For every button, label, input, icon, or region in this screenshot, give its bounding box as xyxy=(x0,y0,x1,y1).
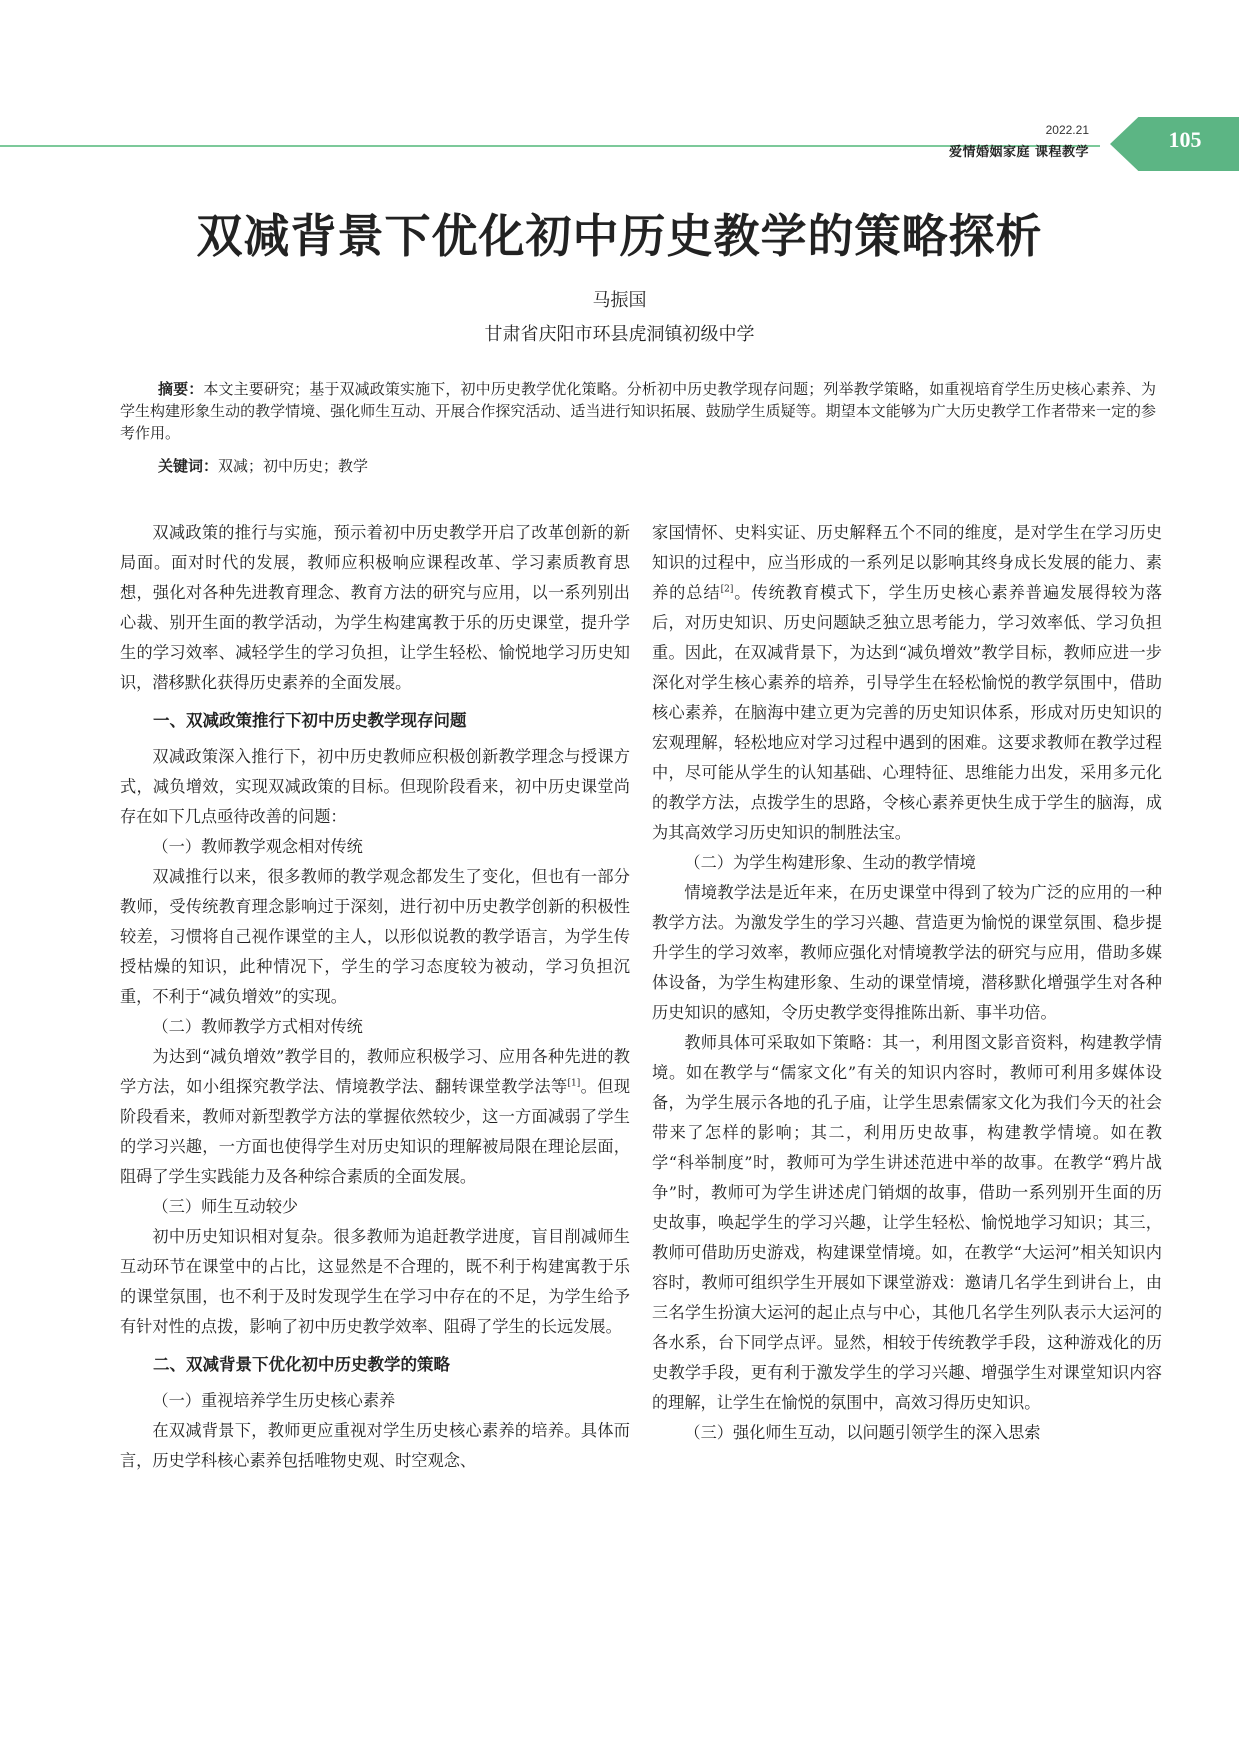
subsection-2-3-title: （三）强化师生互动，以问题引领学生的深入思索 xyxy=(684,1423,1041,1442)
section-heading-1: 一、双减政策推行下初中历史教学现存问题 xyxy=(153,711,467,730)
subsection-1-1-text: 双减推行以来，很多教师的教学观念都发生了变化，但也有一部分教师，受传统教育理念影响过于深刻，进行初中历史教学创新的积极性较差，习惯将自己视作课堂的主人，以形似说教的教学语言，为学生传授枯燥的知识，此种情况下，学生的学习态度较为被动，学习负担沉重，不利于“减负增效”的实现。 xyxy=(120,867,630,1006)
abstract-text: 本文主要研究；基于双减政策实施下，初中历史教学优化策略。分析初中历史教学现存问题；列举教学策略，如重视培育学生历史核心素养、为学生构建形象生动的教学情境、强化师生互动、开展合作探究活动、适当进行知识拓展、鼓励学生质疑等。期望本文能够为广大历史教学工作者带来一定的参考作用。 xyxy=(120,380,1156,442)
subsection-2-1-text-b: 。传统教育模式下，学生历史核心素养普遍发展得较为落后，对历史知识、历史问题缺乏独立思考能力，学习效率低、学习负担重。因此，在双减背景下，为达到“减负增效”教学目标，教师应进一步深化对学生核心素养的培养，引导学生在轻松愉悦的教学氛围中，借助核心素养，在脑海中建立更为完善的历史知识体系，形成对历史知识的宏观理解，轻松地应对学习过程中遇到的困难。这要求教师在教学过程中，尽可能从学生的认知基础、心理特征、思维能力出发，采用多元化的教学方法，点拨学生的思路，令核心素养更快生成于学生的脑海，成为其高效学习历史知识的制胜法宝。 xyxy=(652,583,1163,842)
section-1-paragraph: 双减政策深入推行下，初中历史教师应积极创新教学理念与授课方式，减负增效，实现双减政策的目标。但现阶段看来，初中历史课堂尚存在如下几点亟待改善的问题： xyxy=(120,747,630,826)
intro-paragraph: 双减政策的推行与实施，预示着初中历史教学开启了改革创新的新局面。面对时代的发展，教师应积极响应课程改革、学习素质教育思想，强化对各种先进教育理念、教育方法的研究与应用，以一系列别出心裁、别开生面的教学活动，为学生构建寓教于乐的历史课堂，提升学生的学习效率、减轻学生的学习负担，让学生轻松、愉悦地学习历史知识，潜移默化获得历史素养的全面发展。 xyxy=(120,523,630,692)
article-title: 双减背景下优化初中历史教学的策略探析 xyxy=(196,209,1043,263)
citation-1: [1] xyxy=(567,1078,581,1089)
subsection-1-2-text xyxy=(120,1042,630,1192)
abstract-label: 摘要： xyxy=(158,380,204,398)
subsection-2-2-text-1: 情境教学法是近年来，在历史课堂中得到了较为广泛的应用的一种教学方法。为激发学生的学习兴趣、营造更为愉悦的课堂氛围、稳步提升学生的学习效率，教师应强化对情境教学法的研究与应用，借助多媒体设备，为学生构建形象、生动的课堂情境，潜移默化增强学生对各种历史知识的感知，令历史教学变得推陈出新、事半功倍。 xyxy=(652,883,1162,1022)
subsection-1-3-text: 初中历史知识相对复杂。很多教师为追赶教学进度，盲目削减师生互动环节在课堂中的占比，这显然是不合理的，既不利于构建寓教于乐的课堂氛围，也不利于及时发现学生在学习中存在的不足，为学生给予有针对性的点拨，影响了初中历史教学效率、阻碍了学生的长远发展。 xyxy=(120,1227,630,1336)
journal-name: 爱情婚姻家庭 课程教学 xyxy=(948,145,1089,160)
header-rule xyxy=(0,145,1100,147)
citation-2: [2] xyxy=(720,584,734,595)
subsection-1-3-title: （三）师生互动较少 xyxy=(152,1197,299,1216)
subsection-2-1-text-a: 家国情怀、史料实证、历史解释五个不同的维度，是对学生在学习历史知识的过程中，应当形成的一系列足以影响其终身成长发展的能力、素养的总结 xyxy=(652,523,1162,602)
keywords xyxy=(158,455,368,477)
right-column xyxy=(652,518,1162,1448)
keywords-label: 关键词： xyxy=(158,457,219,475)
subsection-1-2-text-b: 。但现阶段看来，教师对新型教学方法的掌握依然较少，这一方面减弱了学生的学习兴趣，一方面也使得学生对历史知识的理解被局限在理论层面，阻碍了学生实践能力及各种综合素质的全面发展。 xyxy=(120,1077,631,1186)
subsection-2-1-title: （一）重视培养学生历史核心素养 xyxy=(152,1391,396,1410)
subsection-2-1-text-start: 在双减背景下，教师更应重视对学生历史核心素养的培养。具体而言，历史学科核心素养包括唯物史观、时空观念、 xyxy=(120,1421,630,1470)
subsection-1-2-text-a: 为达到“减负增效”教学目的，教师应积极学习、应用各种先进的教学方法，如小组探究教学法、情境教学法、翻转课堂教学法等 xyxy=(120,1047,630,1096)
section-heading-2: 二、双减背景下优化初中历史教学的策略 xyxy=(153,1355,450,1374)
subsection-1-1-title: （一）教师教学观念相对传统 xyxy=(152,837,363,856)
subsection-2-1-text-cont xyxy=(652,518,1162,848)
abstract xyxy=(120,378,1156,444)
author-name: 马振国 xyxy=(592,290,647,311)
subsection-2-2-title: （二）为学生构建形象、生动的教学情境 xyxy=(684,853,976,872)
left-column xyxy=(120,518,630,1476)
subsection-2-2-text-2: 教师具体可采取如下策略：其一，利用图文影音资料，构建教学情境。如在教学与“儒家文化”有关的知识内容时，教师可利用多媒体设备，为学生展示各地的孔子庙，让学生思索儒家文化为我们今天的社会带来了怎样的影响；其二，利用历史故事，构建教学情境。如在教学“科举制度”时，教师可为学生讲述范进中举的故事。在教学“鸦片战争”时，教师可为学生讲述虎门销烟的故事，借助一系列别开生面的历史故事，唤起学生的学习兴趣，让学生轻松、愉悦地学习知识；其三，教师可借助历史游戏，构建课堂情境。如，在教学“大运河”相关知识内容时，教师可组织学生开展如下课堂游戏：邀请几名学生到讲台上，由三名学生扮演大运河的起止点与中心，其他几名学生列队表示大运河的各水系，台下同学点评。显然，相较于传统教学手段，这种游戏化的历史教学手段，更有利于激发学生的学习兴趣、增强学生对课堂知识内容的理解，让学生在愉悦的氛围中，高效习得历史知识。 xyxy=(652,1033,1162,1412)
subsection-1-2-title: （二）教师教学方式相对传统 xyxy=(152,1017,363,1036)
keywords-text: 双减；初中历史；教学 xyxy=(218,457,369,475)
author-affiliation: 甘肃省庆阳市环县虎洞镇初级中学 xyxy=(484,324,755,345)
issue-date: 2022.21 xyxy=(1045,123,1089,137)
page-number: 105 xyxy=(1168,127,1202,152)
